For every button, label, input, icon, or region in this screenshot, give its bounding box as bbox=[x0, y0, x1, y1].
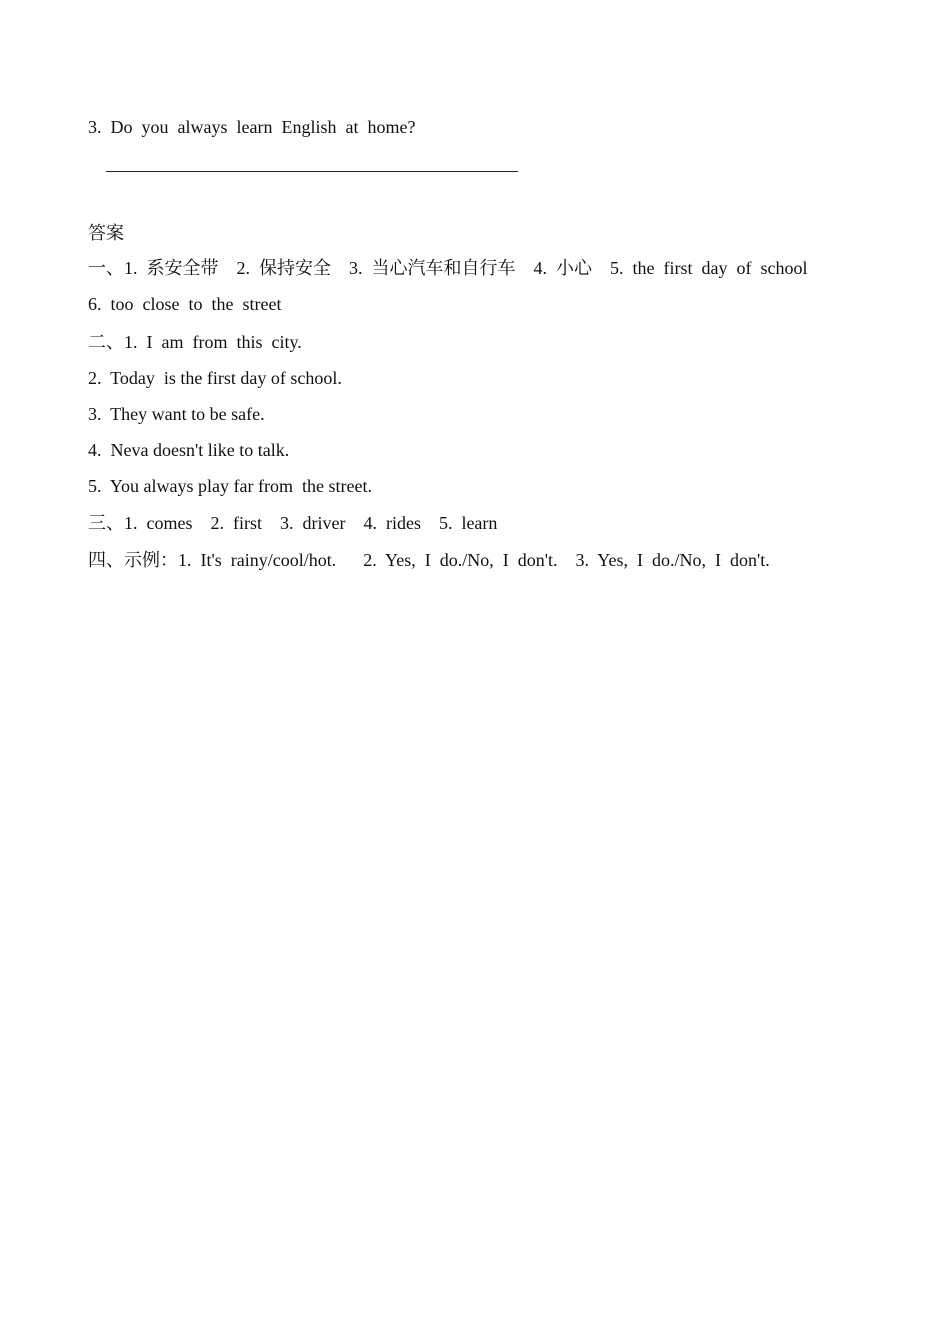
question-3: 3. Do you always learn English at home? bbox=[88, 117, 416, 137]
answer-line-1: 一、1. 系安全带 2. 保持安全 3. 当心汽车和自行车 4. 小心 5. the first day of school bbox=[88, 258, 808, 278]
answer-blank-line bbox=[106, 171, 518, 172]
answer-line-2: 6. too close to the street bbox=[88, 294, 282, 314]
answer-line-9: 四、示例：1. It's rainy/cool/hot. 2. Yes, I do./No, I don't. 3. Yes, I do./No, I don't. bbox=[88, 550, 770, 570]
answer-line-5: 3. They want to be safe. bbox=[88, 404, 265, 424]
answer-line-4: 2. Today is the first day of school. bbox=[88, 368, 342, 388]
answer-line-3: 二、1. I am from this city. bbox=[88, 332, 302, 352]
answer-line-7: 5. You always play far from the street. bbox=[88, 476, 372, 496]
answer-heading: 答案 bbox=[88, 223, 124, 243]
answer-line-6: 4. Neva doesn't like to talk. bbox=[88, 440, 290, 460]
answer-line-8: 三、1. comes 2. first 3. driver 4. rides 5. learn bbox=[88, 513, 498, 533]
